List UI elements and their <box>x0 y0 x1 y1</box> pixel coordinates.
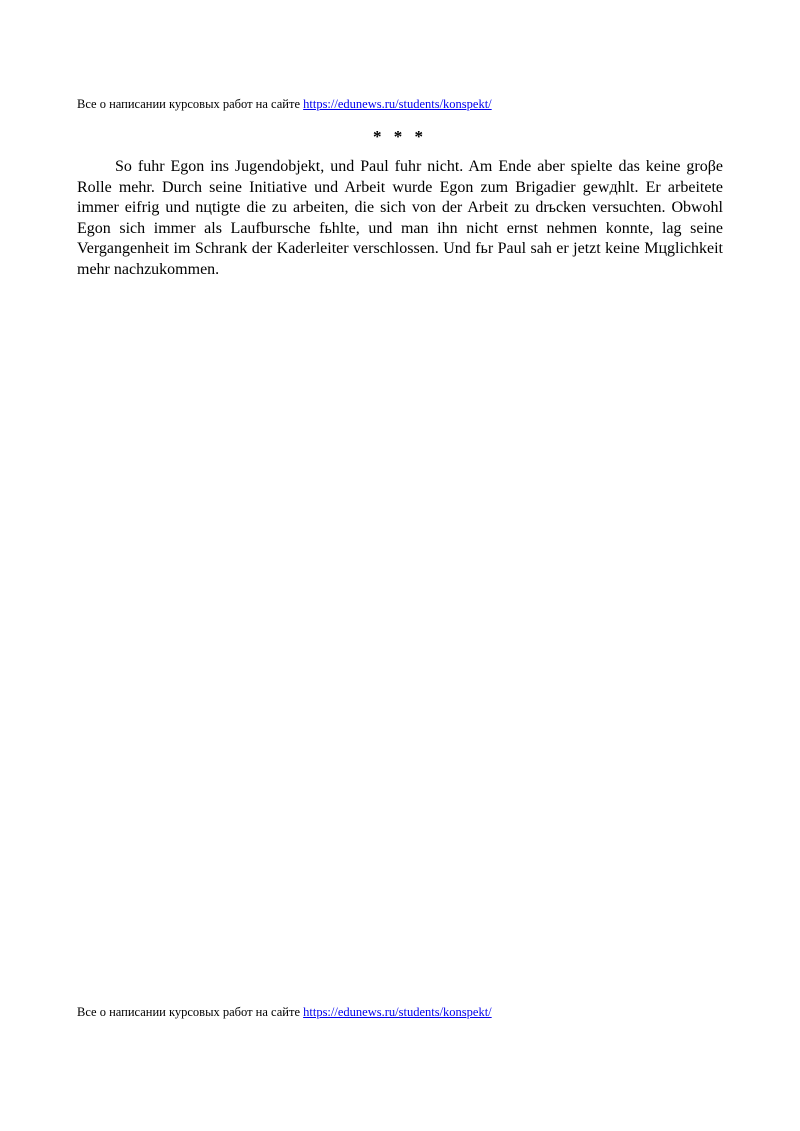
page-header <box>77 96 492 112</box>
body-paragraph: So fuhr Egon ins Jugendobjekt, und Paul fuhr nicht. Am Ende aber spielte das keine groβe Rolle mehr. Durch seine Initiative und Arbeit wurde Egon zum Brigadier gewдhlt. Er arbeitete immer eifrig und nцtigte die zu arbeiten, die sich von der Arbeit zu drьcken versuchten. Obwohl Egon sich immer als Laufbursche fьhlte, und man ihn nicht ernst nehmen konnte, lag seine Vergangenheit im Schrank der Kaderleiter verschlossen. Und fьr Paul sah er jetzt keine Mцglichkeit mehr nachzukommen. <box>77 158 723 278</box>
footer-text: Все о написании курсовых работ на сайте <box>77 1005 304 1019</box>
page-footer <box>77 1004 492 1020</box>
header-text: Все о написании курсовых работ на сайте <box>77 97 304 111</box>
header-link[interactable]: https://edunews.ru/students/konspekt/ <box>303 97 492 111</box>
section-separator: * * * <box>373 127 427 146</box>
footer-link[interactable]: https://edunews.ru/students/konspekt/ <box>303 1005 492 1019</box>
